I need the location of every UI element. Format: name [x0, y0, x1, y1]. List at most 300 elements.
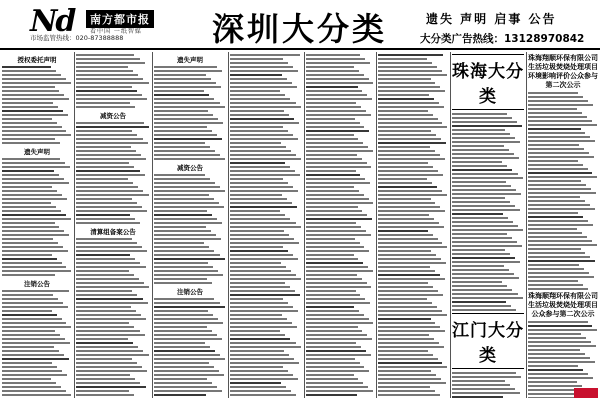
- body-text-line: [306, 262, 363, 264]
- body-text-line: [452, 205, 515, 207]
- body-text-line: [154, 370, 219, 372]
- body-text-line: [2, 66, 51, 68]
- body-text-line: [306, 210, 362, 212]
- body-text-line: [528, 128, 581, 130]
- body-text-line: [378, 382, 446, 384]
- body-text-line: [154, 98, 214, 100]
- body-text-line: [452, 289, 512, 291]
- body-text-line: [378, 334, 429, 336]
- body-text-line: [378, 218, 434, 220]
- body-text-line: [230, 302, 288, 304]
- ad-hotline: 大分类广告热线：13128970842: [420, 33, 585, 45]
- body-text-line: [154, 110, 208, 112]
- body-text-line: [306, 198, 369, 200]
- body-text-line: [306, 98, 372, 100]
- body-text-line: [2, 110, 63, 112]
- body-text-line: [306, 170, 356, 172]
- body-text-line: [154, 394, 206, 396]
- body-text-line: [230, 166, 290, 168]
- body-text-line: [452, 249, 505, 251]
- body-text-line: [76, 362, 137, 364]
- body-text-line: [76, 194, 149, 196]
- body-text-line: [76, 302, 148, 304]
- body-text-line: [154, 142, 205, 144]
- body-text-line: [230, 358, 294, 360]
- body-text-line: [2, 246, 63, 248]
- body-text-line: [230, 370, 288, 372]
- body-text-line: [2, 130, 66, 132]
- body-text-line: [306, 194, 364, 196]
- body-text-line: [154, 66, 217, 68]
- body-text-line: [230, 278, 301, 280]
- body-text-line: [452, 197, 505, 199]
- body-text-line: [230, 74, 282, 76]
- body-text-line: [378, 310, 442, 312]
- body-text-line: [154, 326, 207, 328]
- body-text-line: [230, 158, 301, 160]
- body-text-line: [378, 178, 427, 180]
- body-text-line: [452, 225, 518, 227]
- body-text-line: [378, 54, 443, 56]
- body-text-line: [452, 209, 520, 211]
- body-text-line: [528, 136, 590, 138]
- body-text-line: [154, 202, 219, 204]
- body-text-line: [452, 384, 510, 386]
- body-text-line: [378, 230, 428, 232]
- body-text-line: [2, 82, 71, 84]
- body-text-line: [306, 174, 360, 176]
- body-text-line: [230, 162, 285, 164]
- body-text-line: [306, 134, 354, 136]
- body-text-line: [528, 240, 592, 242]
- body-text-line: [230, 206, 297, 208]
- column-divider: [228, 52, 229, 398]
- body-text-line: [452, 297, 523, 299]
- body-text-line: [230, 322, 292, 324]
- body-text-line: [528, 333, 581, 335]
- body-text-line: [2, 102, 53, 104]
- body-text-line: [378, 182, 432, 184]
- body-text-line: [528, 244, 597, 246]
- body-text-line: [2, 170, 54, 172]
- body-text-line: [378, 214, 429, 216]
- body-text-line: [76, 334, 145, 336]
- body-text-line: [528, 176, 597, 178]
- body-text-line: [306, 218, 372, 220]
- body-text-line: [76, 266, 146, 268]
- body-text-line: [154, 330, 212, 332]
- body-text-line: [230, 382, 281, 384]
- body-text-line: [230, 66, 293, 68]
- body-text-line: [76, 150, 136, 152]
- body-text-line: [230, 226, 301, 228]
- body-text-line: [76, 306, 131, 308]
- body-text-line: [154, 106, 225, 108]
- body-text-line: [306, 226, 361, 228]
- column-7: [452, 52, 524, 398]
- body-text-line: [378, 286, 433, 288]
- body-text-line: [452, 173, 518, 175]
- body-text-line: [452, 217, 508, 219]
- body-text-line: [452, 257, 515, 259]
- body-text-line: [306, 238, 355, 240]
- body-text-line: [154, 86, 221, 88]
- body-text-line: [378, 154, 440, 156]
- body-text-line: [154, 254, 220, 256]
- body-text-line: [76, 294, 137, 296]
- body-text-line: [230, 326, 297, 328]
- body-text-line: [154, 314, 213, 316]
- body-text-line: [154, 70, 222, 72]
- body-text-line: [230, 234, 289, 236]
- body-text-line: [76, 274, 134, 276]
- body-text-line: [306, 274, 357, 276]
- body-text-line: [230, 330, 280, 332]
- body-text-line: [154, 306, 225, 308]
- body-text-line: [154, 386, 217, 388]
- body-text-line: [452, 189, 516, 191]
- body-text-line: [230, 314, 282, 316]
- body-text-line: [154, 378, 207, 380]
- body-text-line: [230, 338, 290, 340]
- body-text-line: [306, 394, 357, 396]
- body-text-line: [76, 330, 140, 332]
- body-text-line: [306, 202, 373, 204]
- body-text-line: [528, 272, 589, 274]
- page-title: 深圳大分类: [212, 10, 388, 48]
- body-text-line: [378, 130, 431, 132]
- body-text-line: [154, 238, 221, 240]
- body-text-line: [452, 309, 516, 311]
- body-text-line: [452, 281, 502, 283]
- body-text-line: [154, 390, 222, 392]
- body-text-line: [230, 114, 289, 116]
- body-text-line: [378, 254, 436, 256]
- body-text-line: [528, 329, 597, 331]
- body-text-line: [230, 178, 283, 180]
- body-text-line: [306, 234, 371, 236]
- body-text-line: [230, 350, 284, 352]
- body-text-line: [528, 184, 586, 186]
- body-text-line: [76, 346, 138, 348]
- body-text-line: [378, 202, 435, 204]
- body-text-line: [378, 62, 432, 64]
- body-text-line: [154, 362, 209, 364]
- body-text-line: [452, 129, 505, 131]
- body-text-line: [154, 242, 204, 244]
- body-text-line: [76, 238, 132, 240]
- body-text-line: [306, 374, 354, 376]
- body-text-line: [76, 242, 137, 244]
- body-text-line: [230, 334, 285, 336]
- body-text-line: [2, 238, 53, 240]
- body-text-line: [528, 252, 585, 254]
- body-text-line: [378, 298, 427, 300]
- jiangmen-section-title: 江门大分类: [452, 313, 524, 369]
- body-text-line: [306, 342, 356, 344]
- body-text-line: [76, 374, 130, 376]
- body-text-line: [154, 262, 208, 264]
- body-text-line: [2, 98, 69, 100]
- body-text-line: [230, 78, 287, 80]
- body-text-line: [452, 245, 522, 247]
- body-text-line: [306, 294, 360, 296]
- body-text-line: [306, 206, 358, 208]
- body-text-line: [154, 310, 208, 312]
- body-text-line: [154, 130, 212, 132]
- column-1: [2, 52, 72, 398]
- body-text-line: [378, 222, 439, 224]
- body-text-line: [76, 206, 142, 208]
- body-text-line: [452, 117, 512, 119]
- body-text-line: [378, 322, 435, 324]
- body-text-line: [230, 54, 300, 56]
- body-text-line: [230, 354, 289, 356]
- body-text-line: [2, 194, 62, 196]
- body-text-line: [306, 82, 373, 84]
- body-text-line: [306, 270, 373, 272]
- body-text-line: [154, 114, 213, 116]
- body-text-line: [230, 366, 283, 368]
- body-text-line: [452, 185, 511, 187]
- body-text-line: [76, 130, 132, 132]
- body-text-line: [2, 362, 52, 364]
- body-text-line: [230, 90, 280, 92]
- body-text-line: [452, 277, 519, 279]
- body-text-line: [230, 306, 293, 308]
- body-text-line: [306, 314, 364, 316]
- body-text-line: [76, 286, 149, 288]
- body-text-line: [154, 158, 225, 160]
- body-text-line: [306, 326, 358, 328]
- body-text-line: [76, 386, 146, 388]
- body-text-line: [306, 90, 362, 92]
- body-text-line: [452, 285, 507, 287]
- body-text-line: [76, 182, 133, 184]
- body-text-line: [528, 220, 588, 222]
- body-text-line: [2, 74, 61, 76]
- body-text-line: [528, 377, 593, 379]
- body-text-line: [378, 198, 431, 200]
- body-text-line: [378, 166, 433, 168]
- body-text-line: [378, 242, 442, 244]
- body-text-line: [230, 242, 299, 244]
- body-text-line: [378, 250, 431, 252]
- body-text-line: [154, 174, 205, 176]
- body-text-line: [154, 74, 206, 76]
- body-text-line: [2, 346, 54, 348]
- body-text-line: [2, 90, 59, 92]
- column-divider: [152, 52, 153, 398]
- body-text-line: [452, 137, 515, 139]
- masthead-info: [420, 10, 598, 46]
- body-text-line: [306, 222, 356, 224]
- body-text-line: [528, 337, 586, 339]
- body-text-line: [378, 306, 437, 308]
- body-text-line: [306, 78, 369, 80]
- body-text-line: [306, 58, 365, 60]
- body-text-line: [76, 70, 133, 72]
- body-text-line: [230, 286, 290, 288]
- corner-badge: [574, 388, 598, 398]
- body-text-line: [452, 157, 519, 159]
- body-text-line: [76, 74, 138, 76]
- body-text-line: [378, 66, 437, 68]
- body-text-line: [154, 366, 214, 368]
- body-text-line: [76, 142, 148, 144]
- body-text-line: [378, 82, 435, 84]
- body-text-line: [2, 114, 68, 116]
- body-text-line: [2, 374, 67, 376]
- body-text-line: [2, 126, 62, 128]
- body-text-line: [452, 221, 513, 223]
- body-text-line: [2, 354, 64, 356]
- body-text-line: [306, 290, 356, 292]
- body-text-line: [306, 338, 372, 340]
- body-text-line: [154, 334, 217, 336]
- body-text-line: [306, 158, 362, 160]
- body-text-line: [378, 74, 447, 76]
- body-text-line: [528, 256, 590, 258]
- body-text-line: [76, 270, 129, 272]
- body-text-line: [378, 318, 431, 320]
- body-text-line: [378, 102, 439, 104]
- body-text-line: [230, 258, 298, 260]
- body-text-line: [452, 165, 507, 167]
- body-text-line: [76, 298, 143, 300]
- body-text-line: [306, 54, 360, 56]
- body-text-line: [452, 201, 510, 203]
- body-text-line: [76, 174, 145, 176]
- body-text-line: [378, 378, 441, 380]
- body-text-line: [528, 236, 587, 238]
- body-text-line: [378, 118, 438, 120]
- body-text-line: [528, 172, 592, 174]
- body-text-line: [378, 114, 433, 116]
- body-text-line: [528, 180, 581, 182]
- body-text-line: [154, 118, 218, 120]
- body-text-line: [528, 152, 589, 154]
- body-text-line: [76, 138, 143, 140]
- zhuhai-section-title: 珠海大分类: [452, 54, 524, 110]
- column-4: [230, 52, 302, 398]
- body-text-line: [306, 258, 358, 260]
- body-text-line: [452, 392, 520, 394]
- body-text-line: [76, 126, 149, 128]
- body-text-line: [452, 213, 503, 215]
- body-text-line: [230, 310, 298, 312]
- body-text-line: [76, 290, 132, 292]
- body-text-line: [76, 198, 132, 200]
- body-text-line: [378, 262, 446, 264]
- body-text-line: [378, 194, 447, 196]
- body-text-line: [452, 133, 510, 135]
- body-text-line: [2, 106, 58, 108]
- body-text-line: [76, 310, 136, 312]
- body-text-line: [528, 120, 592, 122]
- notice-heading: 清算组备案公告: [90, 228, 136, 236]
- body-text-line: [528, 188, 591, 190]
- body-text-line: [306, 70, 359, 72]
- notice-banner: 珠海顺翔环保有限公司生活垃圾焚烧处理项目公众参与第二次公示: [528, 292, 598, 318]
- body-text-line: [378, 126, 447, 128]
- body-text-line: [528, 280, 578, 282]
- body-text-line: [306, 106, 361, 108]
- body-text-line: [154, 194, 209, 196]
- notice-heading: 遗失声明: [24, 148, 50, 156]
- body-text-line: [306, 186, 354, 188]
- body-text-line: [76, 134, 137, 136]
- body-text-line: [528, 108, 577, 110]
- body-text-line: [378, 270, 435, 272]
- body-text-line: [306, 94, 367, 96]
- body-text-line: [154, 182, 215, 184]
- body-text-line: [306, 354, 371, 356]
- body-text-line: [378, 58, 427, 60]
- column-5: [306, 52, 374, 398]
- body-text-line: [2, 174, 59, 176]
- body-text-line: [2, 274, 55, 276]
- body-text-line: [2, 294, 53, 296]
- body-text-line: [378, 150, 435, 152]
- body-text-line: [154, 122, 223, 124]
- body-text-line: [2, 254, 52, 256]
- body-text-line: [76, 58, 140, 60]
- body-text-line: [230, 266, 286, 268]
- body-text-line: [378, 226, 444, 228]
- body-text-line: [306, 126, 364, 128]
- body-text-line: [306, 190, 359, 192]
- body-text-line: [2, 166, 70, 168]
- body-text-line: [528, 92, 578, 94]
- body-text-line: [2, 302, 63, 304]
- body-text-line: [230, 174, 300, 176]
- body-text-line: [378, 338, 434, 340]
- body-text-line: [2, 198, 67, 200]
- body-text-line: [378, 246, 447, 248]
- body-text-line: [2, 394, 71, 396]
- body-text-line: [378, 394, 440, 396]
- body-text-line: [230, 134, 293, 136]
- body-text-line: [154, 190, 225, 192]
- body-text-line: [2, 226, 59, 228]
- body-text-line: [306, 182, 370, 184]
- body-text-line: [76, 318, 146, 320]
- body-text-line: [378, 158, 445, 160]
- body-text-line: [306, 230, 366, 232]
- body-text-line: [230, 182, 288, 184]
- body-text-line: [306, 130, 369, 132]
- notice-heading: 遗失声明: [177, 56, 203, 64]
- body-text-line: [378, 146, 430, 148]
- body-text-line: [76, 170, 140, 172]
- body-text-line: [378, 174, 443, 176]
- body-text-line: [2, 222, 55, 224]
- body-text-line: [76, 90, 137, 92]
- body-text-line: [230, 378, 298, 380]
- notice-heading: 注销公告: [177, 288, 203, 296]
- body-text-line: [528, 361, 595, 363]
- body-text-line: [230, 194, 282, 196]
- body-text-line: [378, 138, 441, 140]
- body-text-line: [528, 112, 582, 114]
- body-text-line: [76, 326, 134, 328]
- body-text-line: [230, 126, 283, 128]
- column-8: [528, 52, 598, 398]
- body-text-line: [76, 358, 132, 360]
- body-text-line: [378, 106, 444, 108]
- body-text-line: [76, 350, 143, 352]
